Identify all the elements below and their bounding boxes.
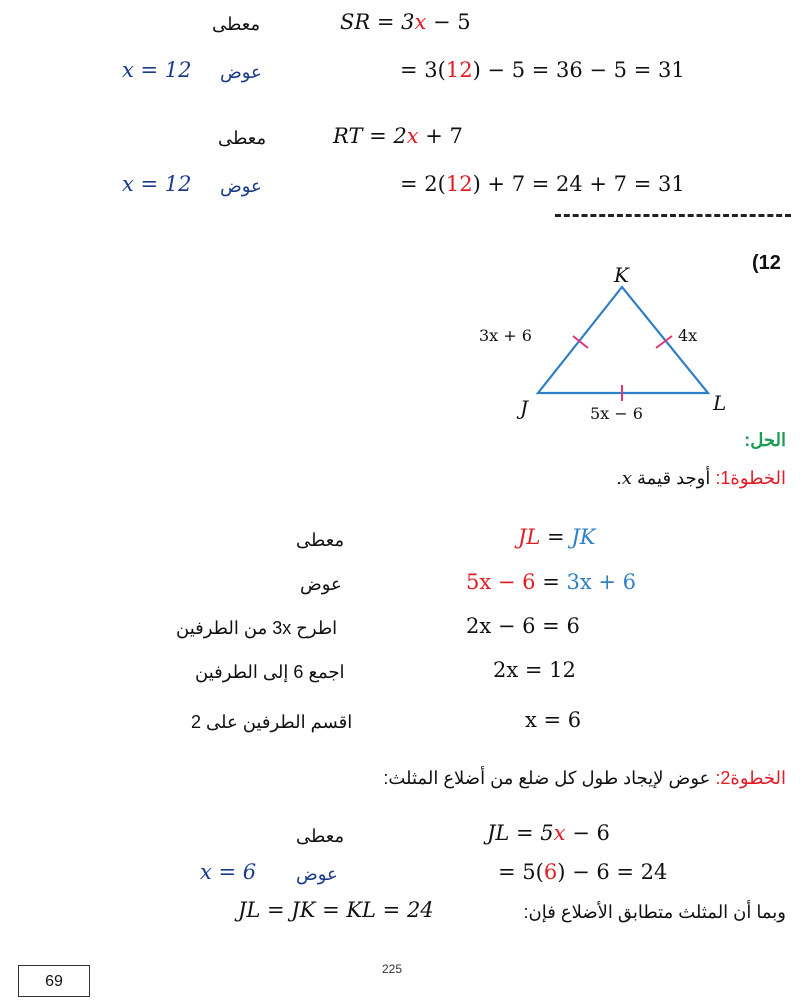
step1-heading: الخطوة1: أوجد قيمة x. [616, 468, 786, 489]
page-box-number: 69 [18, 965, 90, 997]
substitute-label-step1: عوض [300, 574, 342, 594]
vertex-j: J [520, 396, 529, 420]
vertex-k: K [614, 263, 629, 287]
sr-calculation: = 3(12) − 5 = 36 − 5 = 31 [400, 58, 685, 82]
given-label-sr: معطى [212, 14, 261, 34]
page-number: 225 [382, 962, 403, 976]
rt-substitute-note: x = 12 [122, 172, 192, 196]
given-label-rt: معطى [218, 128, 267, 148]
step2-heading: الخطوة2: عوض لإيجاد طول كل ضلع من أضلاع المثلث: [383, 768, 786, 788]
final-equation: JL = JK = KL = 24 [238, 898, 434, 922]
step2-eq1: JL = 5x − 6 [487, 821, 610, 845]
divide-2-label: اقسم الطرفين على 2 [191, 712, 353, 732]
step1-eq1: JL = JK [518, 525, 596, 549]
vertex-l: L [713, 391, 727, 415]
step1-eq2: 5x − 6 = 3x + 6 [466, 570, 636, 594]
substitute-label-sr: عوض [220, 62, 262, 82]
given-label-step2: معطى [296, 826, 345, 846]
step1-eq4: 2x = 12 [493, 658, 576, 682]
triangle-diagram [440, 255, 760, 435]
step2-calculation: = 5(6) − 6 = 24 [498, 860, 668, 884]
section-divider [555, 214, 791, 217]
step2-substitute-note: x = 6 [200, 860, 257, 884]
substitute-label-step2: عوض [296, 864, 338, 884]
conclusion-text: وبما أن المثلث متطابق الأضلاع فإن: [523, 902, 786, 922]
sr-equation: SR = 3x − 5 [340, 10, 471, 34]
step1-eq5: x = 6 [525, 708, 582, 732]
rt-calculation: = 2(12) + 7 = 24 + 7 = 31 [400, 172, 685, 196]
add-6-label: اجمع 6 إلى الطرفين [195, 662, 345, 682]
question-number: (12 [752, 252, 781, 274]
sr-substitute-note: x = 12 [122, 58, 192, 82]
step1-eq3: 2x − 6 = 6 [466, 614, 580, 638]
given-label-step1: معطى [296, 530, 345, 550]
side-label-kl: 4x [678, 326, 698, 345]
rt-equation: RT = 2x + 7 [333, 124, 463, 148]
subtract-3x-label: اطرح 3x من الطرفين [176, 618, 338, 638]
solution-heading: الحل: [744, 430, 786, 450]
side-label-jk: 3x + 6 [479, 326, 532, 345]
substitute-label-rt: عوض [220, 176, 262, 196]
side-label-jl: 5x − 6 [590, 404, 643, 423]
